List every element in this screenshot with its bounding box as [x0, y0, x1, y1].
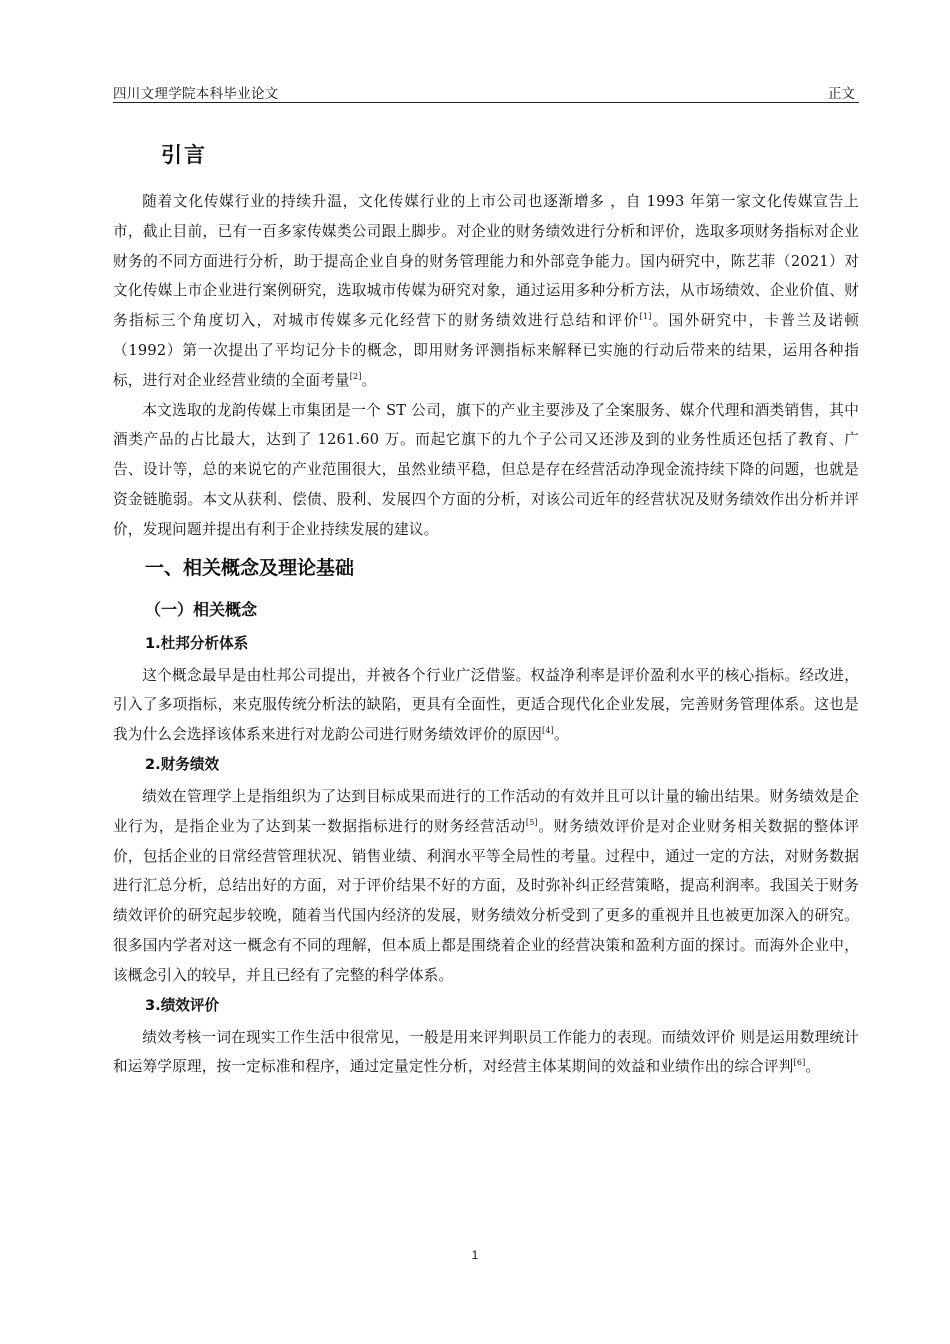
- fin-perf-text-b: 。财务绩效评价是对企业财务相关数据的整体评价，包括企业的日常经营管理状况、销售业绩、利润水平等全局性的考量。过程中，通过一定的方法，对财务数据进行汇总分析，总结出好的方面，对于评价结果不好的方面，及时弥补纠正经营策略，提高利润率。我国关于财务绩效评价的研究起步较晚，随着当代国内经济的发展，财务绩效分析受到了更多的重视并且也被更加深入的研究。很多国内学者对这一概念有不同的理解，但本质上都是围绕着企业的经营决策和盈利方面的探讨。而海外企业中，该概念引入的较早，并且已经有了完整的科学体系。: [113, 817, 860, 984]
- citation-2: [2]: [349, 371, 362, 381]
- intro-heading: 引言: [161, 143, 207, 167]
- item-financial-performance-heading: 2.财务绩效: [145, 755, 220, 773]
- intro-paragraph-2: 本文选取的龙韵传媒上市集团是一个 ST 公司，旗下的产业主要涉及了全案服务、媒介代理和酒类销售，其中酒类产品的占比最大，达到了 1261.60 万。而起它旗下的九个子公司又还涉及到的业务性质还包括了教育、广告、设计等，总的来说它的产业范围很大，虽然业绩平稳，但总是存在经营活动净现金流持续下降的问题，也就是资金链脆弱。本文从获利、偿债、股利、发展四个方面的分析，对该公司近年的经营状况及财务绩效作出分析并评价，发现问题并提出有利于企业持续发展的建议。: [113, 401, 859, 538]
- section-1-heading: 一、相关概念及理论基础: [145, 556, 355, 579]
- fin-perf-text-a: 绩效在管理学上是指组织为了达到目标成果而进行的工作活动的有效并且可以计量的输出结果。财务绩效是企业行为，是指企业为了达到某一数据指标进行的财务经营活动: [113, 787, 859, 835]
- item-dupont-heading: 1.杜邦分析体系: [145, 634, 249, 652]
- intro-p1-text-c: 。: [361, 371, 377, 389]
- citation-6: [6]: [793, 1058, 806, 1068]
- item-dupont-paragraph: [113, 661, 859, 750]
- citation-4: [4]: [542, 726, 554, 736]
- item-performance-evaluation-paragraph: [113, 1023, 859, 1083]
- intro-p1-text-a: 随着文化传媒行业的持续升温，文化传媒行业的上市公司也逐渐增多 ，自 1993 年第一家文化传媒宣告上市，截止目前，已有一百多家传媒类公司跟上脚步。对企业的财务绩效进行分析和评价，选取多项财务指标对企业财务的不同方面进行分析，助于提高企业自身的财务管理能力和外部竞争能力。国内研究中，陈艺菲（2021）对文化传媒上市企业进行案例研究，选取城市传媒为研究对象，通过运用多种分析方法，从市场绩效、企业价值、财务指标三个角度切入，对城市传媒多元化经营下的财务绩效进行总结和评价: [113, 193, 859, 330]
- citation-1: [1]: [639, 312, 652, 322]
- dupont-text-b: 。: [553, 726, 569, 744]
- item-performance-evaluation-heading: 3.绩效评价: [145, 996, 220, 1014]
- intro-paragraph-1: [113, 187, 859, 396]
- perf-eval-text-b: 。: [805, 1058, 821, 1076]
- citation-5: [5]: [525, 817, 538, 827]
- subsection-1-heading: （一）相关概念: [145, 599, 258, 619]
- page-number: 1: [471, 1248, 479, 1262]
- item-financial-performance-paragraph: [113, 782, 859, 991]
- intro-p1-text-b: 。国外研究中，卡普兰及诺顿（1992）第一次提出了平均记分卡的概念，即用财务评测指标来解释已实施的行动后带来的结果，运用各种指标，进行对企业经营业绩的全面考量: [113, 312, 859, 389]
- header-section-label: 正文: [828, 86, 855, 102]
- dupont-text-a: 这个概念最早是由杜邦公司提出，并被各个行业广泛借鉴。权益净利率是评价盈利水平的核心指标。经改进，引入了多项指标，来克服传统分析法的缺陷，更具有全面性，更适合现代化企业发展，完善财务管理体系。这也是我为什么会选择该体系来进行对龙韵公司进行财务绩效评价的原因: [113, 666, 859, 744]
- header-school-title: 四川文理学院本科毕业论文: [113, 86, 279, 102]
- page-header: [113, 80, 859, 103]
- perf-eval-text-a: 绩效考核一词在现实工作生活中很常见，一般是用来评判职员工作能力的表现。而绩效评价 则是运用数理统计和运筹学原理，按一定标准和程序，通过定量定性分析，对经营主体某期间的效益和业绩作出的综合评判: [113, 1028, 859, 1076]
- page-content: [113, 133, 859, 1082]
